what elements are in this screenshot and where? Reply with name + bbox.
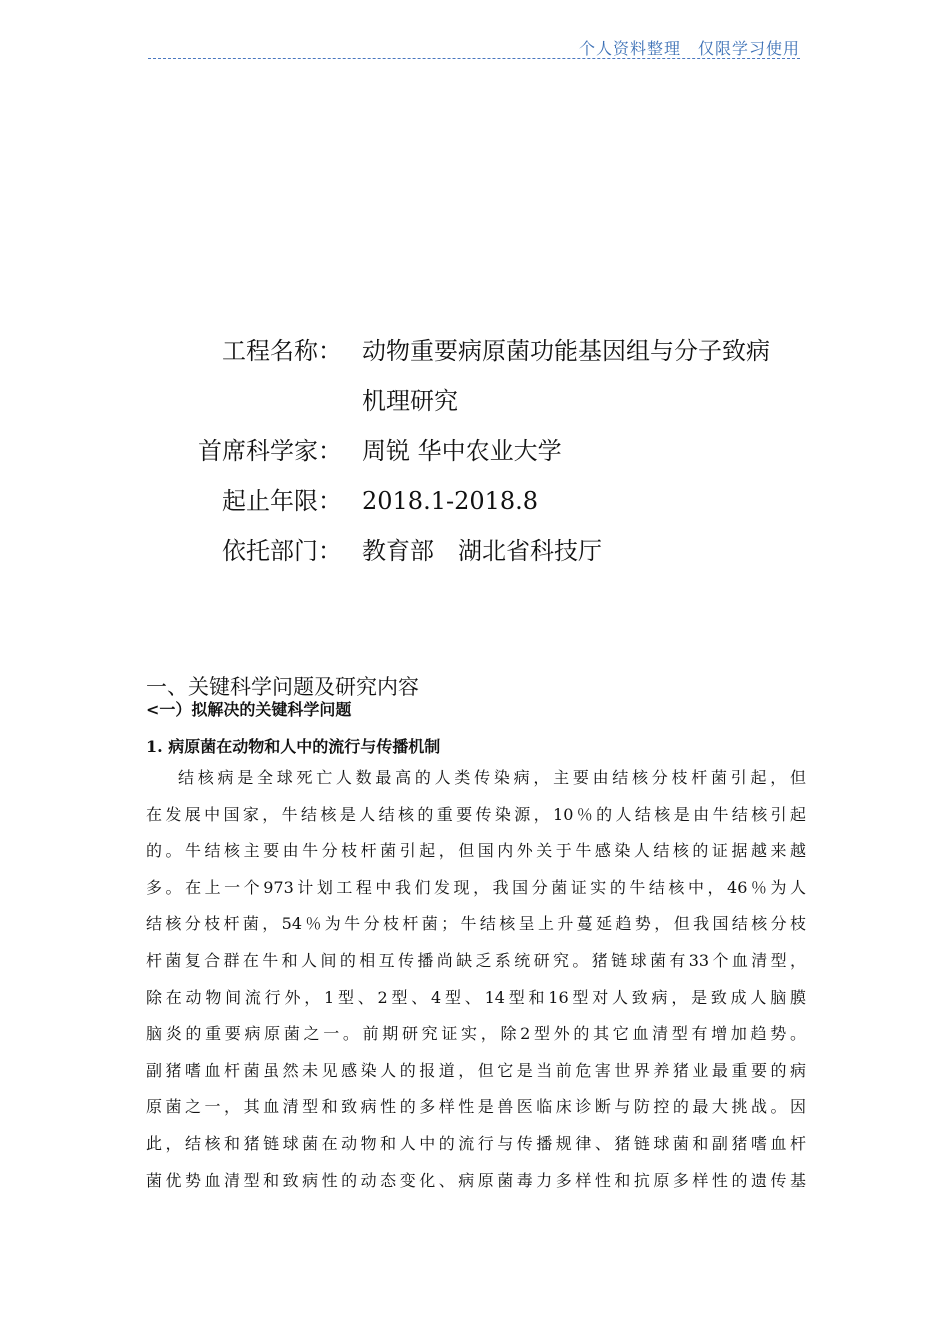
period-value: 2018.1-2018.8 xyxy=(362,487,539,515)
section-heading: 一、关键科学问题及研究内容 xyxy=(146,675,419,699)
body-line: 菌优势血清型和致病性的动态变化、病原菌毒力多样性和抗原多样性的遗传基 xyxy=(146,1170,806,1190)
body-line: 在发展中国家，牛结核是人结核的重要传染源，10％的人结核是由牛结核引起 xyxy=(146,804,806,824)
body-line: 除在动物间流行外，1型、2型、4型、14型和16型对人致病，是致成人脑膜 xyxy=(146,987,806,1007)
body-line: 多。在上一个973计划工程中我们发现，我国分菌证实的牛结核中，46％为人 xyxy=(146,877,806,897)
period-row xyxy=(0,476,950,526)
department-row xyxy=(0,526,950,576)
body-line: 结核病是全球死亡人数最高的人类传染病，主要由结核分枝杆菌引起，但 xyxy=(178,768,806,787)
point-heading: 1. 病原菌在动物和人中的流行与传播机制 xyxy=(146,737,441,756)
body-line: 原菌之一，其血清型和致病性的多样性是兽医临床诊断与防控的最大挑战。因 xyxy=(146,1097,806,1117)
sub-heading: <一）拟解决的关键科学问题 xyxy=(146,700,352,719)
project-info xyxy=(0,326,950,576)
chief-scientist-label: 首席科学家： xyxy=(198,437,342,465)
body-line: 副猪嗜血杆菌虽然未见感染人的报道，但它是当前危害世界养猪业最重要的病 xyxy=(146,1060,806,1080)
department-label: 依托部门： xyxy=(222,537,342,565)
project-name-row xyxy=(0,326,950,376)
period-label: 起止年限： xyxy=(222,487,342,515)
header-divider xyxy=(148,58,800,59)
body-line: 此，结核和猪链球菌在动物和人中的流行与传播规律、猪链球菌和副猪嗜血杆 xyxy=(146,1133,806,1153)
chief-scientist-row xyxy=(0,426,950,476)
project-name-value-cont: 机理研究 xyxy=(362,387,458,415)
body-line: 的。牛结核主要由牛分枝杆菌引起，但国内外关于牛感染人结核的证据越来越 xyxy=(146,841,806,861)
body-line: 杆菌复合群在牛和人间的相互传播尚缺乏系统研究。猪链球菌有33个血清型， xyxy=(146,950,806,970)
project-name-label: 工程名称： xyxy=(222,337,342,365)
header-note: 个人资料整理 仅限学习使用 xyxy=(578,39,800,58)
department-value: 教育部 湖北省科技厅 xyxy=(362,537,602,565)
body-line: 结核分枝杆菌，54％为牛分枝杆菌；牛结核呈上升蔓延趋势，但我国结核分枝 xyxy=(146,914,806,934)
body-paragraph xyxy=(146,760,806,1199)
project-name-row-cont xyxy=(0,376,950,426)
chief-scientist-value: 周锐 华中农业大学 xyxy=(362,437,562,465)
body-line: 脑炎的重要病原菌之一。前期研究证实，除2型外的其它血清型有增加趋势。 xyxy=(146,1024,806,1044)
project-name-value: 动物重要病原菌功能基因组与分子致病 xyxy=(362,337,770,365)
